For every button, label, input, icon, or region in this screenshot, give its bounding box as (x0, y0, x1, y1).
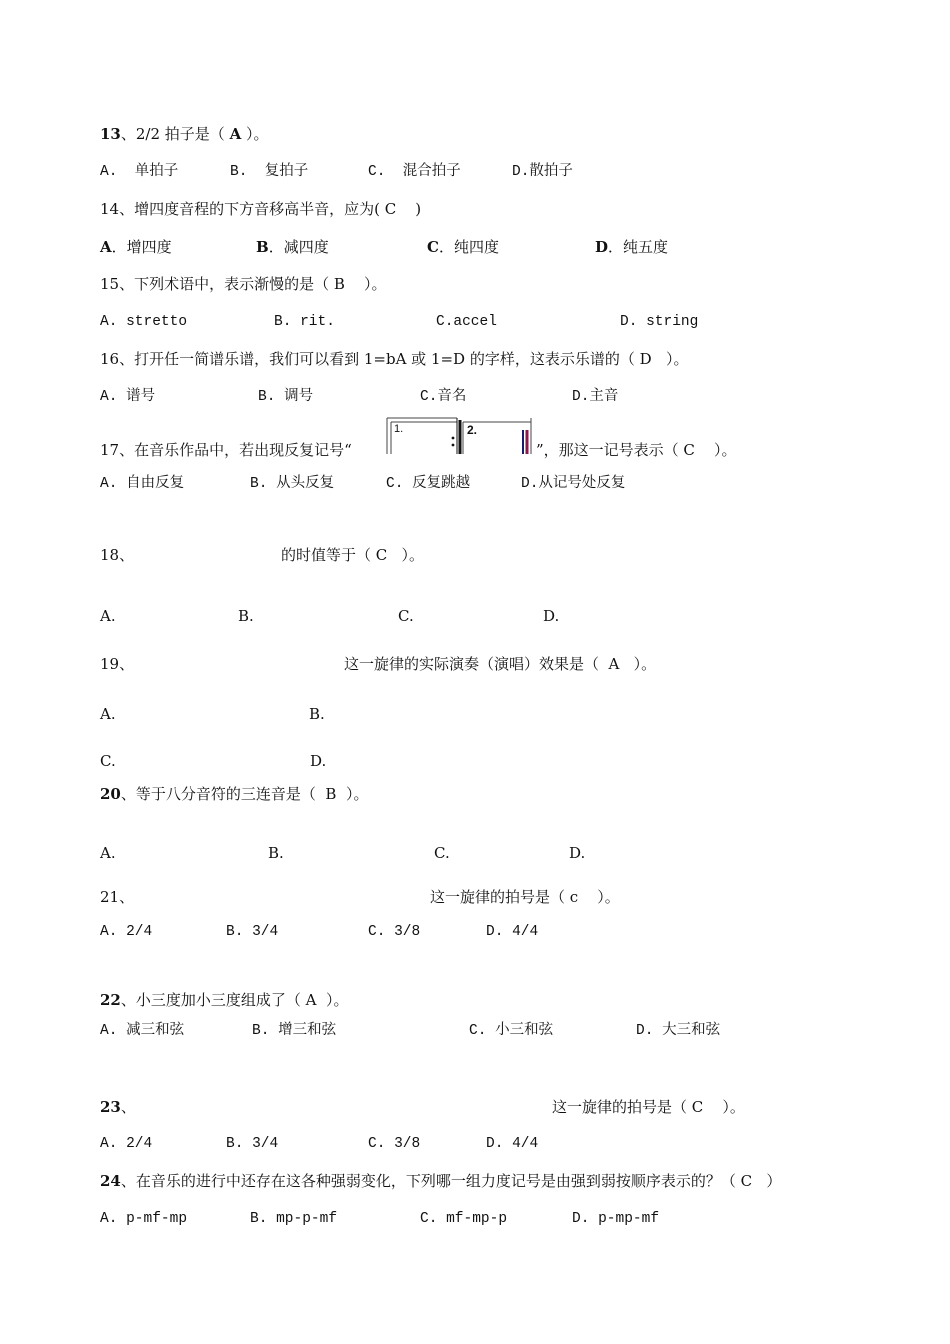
volta-1-label: 1. (394, 423, 404, 435)
question-20 (100, 784, 368, 804)
question-19-number: 19、 (100, 655, 135, 673)
option-b: B. (309, 705, 325, 723)
question-21-number: 21、 (100, 888, 135, 906)
option-a: A. 谱号 (100, 389, 156, 405)
question-24 (100, 1171, 781, 1191)
option-d: D. p-mp-mf (572, 1211, 660, 1227)
option-d: D. (569, 844, 586, 862)
question-21-text: 这一旋律的拍号是（ c ）。 (430, 888, 620, 906)
option-text: ．纯五度 (608, 238, 669, 256)
option-d: D. (310, 752, 327, 770)
question-15: 15、下列术语中，表示渐慢的是（ B ）。 (100, 275, 387, 293)
question-17-before: 17、在音乐作品中，若出现反复记号“ (100, 441, 352, 459)
question-text: 、2/2 拍子是（ (120, 125, 230, 143)
option-d: D. 4/4 (486, 924, 539, 940)
option-a: A. 单拍子 (100, 164, 179, 180)
option-c: C.音名 (420, 389, 467, 405)
option-d (595, 237, 668, 257)
option-c: C. 小三和弦 (469, 1023, 554, 1039)
option-c: C. 混合拍子 (368, 164, 461, 180)
option-a: A. 自由反复 (100, 476, 185, 492)
option-letter: B (256, 238, 269, 256)
option-a: A. (100, 844, 116, 862)
option-b: B. rit. (274, 314, 335, 330)
question-13 (100, 124, 268, 144)
question-14: 14、增四度音程的下方音移高半音，应为( C ) (100, 200, 422, 218)
option-letter: D (595, 238, 609, 256)
option-b: B. (268, 844, 284, 862)
option-c: C.accel (436, 314, 497, 330)
option-b: B. mp-p-mf (250, 1211, 338, 1227)
question-16: 16、打开任一简谱乐谱，我们可以看到 1=bA 或 1=D 的字样，这表示乐谱的（ D ）。 (100, 350, 689, 368)
option-b (256, 237, 329, 257)
question-number: 20 (100, 785, 121, 803)
option-a: A. 减三和弦 (100, 1023, 185, 1039)
option-text: ．减四度 (268, 238, 329, 256)
option-c: C. mf-mp-p (420, 1211, 508, 1227)
option-b: B. 复拍子 (230, 164, 309, 180)
option-b: B. (238, 607, 254, 625)
option-a: A. 2/4 (100, 924, 153, 940)
option-b: B. 3/4 (226, 924, 279, 940)
option-c: C. (100, 752, 116, 770)
option-c: C. (434, 844, 450, 862)
question-number: 13 (100, 125, 121, 143)
option-text: ．纯四度 (438, 238, 499, 256)
option-a: A. (100, 705, 116, 723)
option-c: C. 反复跳越 (386, 476, 471, 492)
option-a: A. 2/4 (100, 1136, 153, 1152)
question-23-number (100, 1097, 136, 1117)
question-number: 24 (100, 1172, 121, 1190)
option-letter: A (100, 238, 112, 256)
option-d: D.散拍子 (512, 164, 573, 180)
option-c: C. (398, 607, 414, 625)
option-d: D. 大三和弦 (636, 1023, 721, 1039)
option-d: D. string (620, 314, 699, 330)
question-18-text: 的时值等于（ C ）。 (281, 546, 425, 564)
question-22 (100, 990, 349, 1010)
option-c (427, 237, 499, 257)
option-c: C. 3/8 (368, 1136, 421, 1152)
option-a: A. stretto (100, 314, 188, 330)
option-c: C. 3/8 (368, 924, 421, 940)
question-text: 、在音乐的进行中还存在这各种强弱变化，下列哪一组力度记号是由强到弱按顺序表示的？（ C ） (120, 1172, 782, 1190)
option-a: A. (100, 607, 116, 625)
option-b: B. 增三和弦 (252, 1023, 337, 1039)
option-b: B. 3/4 (226, 1136, 279, 1152)
question-text: 、等于八分音符的三连音是（ B ）。 (120, 785, 369, 803)
question-19-text: 这一旋律的实际演奏（演唱）效果是（ A ）。 (344, 655, 657, 673)
answer: A (229, 125, 242, 143)
option-b: B. 调号 (258, 389, 314, 405)
option-letter: C (427, 238, 439, 256)
number-suffix: 、 (120, 1098, 136, 1116)
option-d: D.从记号处反复 (521, 476, 626, 492)
question-number: 22 (100, 991, 121, 1009)
option-a: A. p-mf-mp (100, 1211, 188, 1227)
question-number: 23 (100, 1098, 121, 1116)
option-a (100, 237, 172, 257)
question-18-number: 18、 (100, 546, 135, 564)
volta-2-label: 2. (467, 423, 478, 437)
option-b: B. 从头反复 (250, 476, 335, 492)
question-text: 、小三度加小三度组成了（ A ）。 (120, 991, 349, 1009)
question-17-after: ”，那这一记号表示（ C ）。 (536, 441, 737, 459)
repeat-sign-image (385, 416, 535, 456)
option-d: D. 4/4 (486, 1136, 539, 1152)
option-d: D.主音 (572, 389, 619, 405)
option-d: D. (543, 607, 560, 625)
question-tail: ）。 (241, 125, 269, 143)
option-text: ．增四度 (111, 238, 172, 256)
question-23-text: 这一旋律的拍号是（ C ）。 (552, 1098, 745, 1116)
